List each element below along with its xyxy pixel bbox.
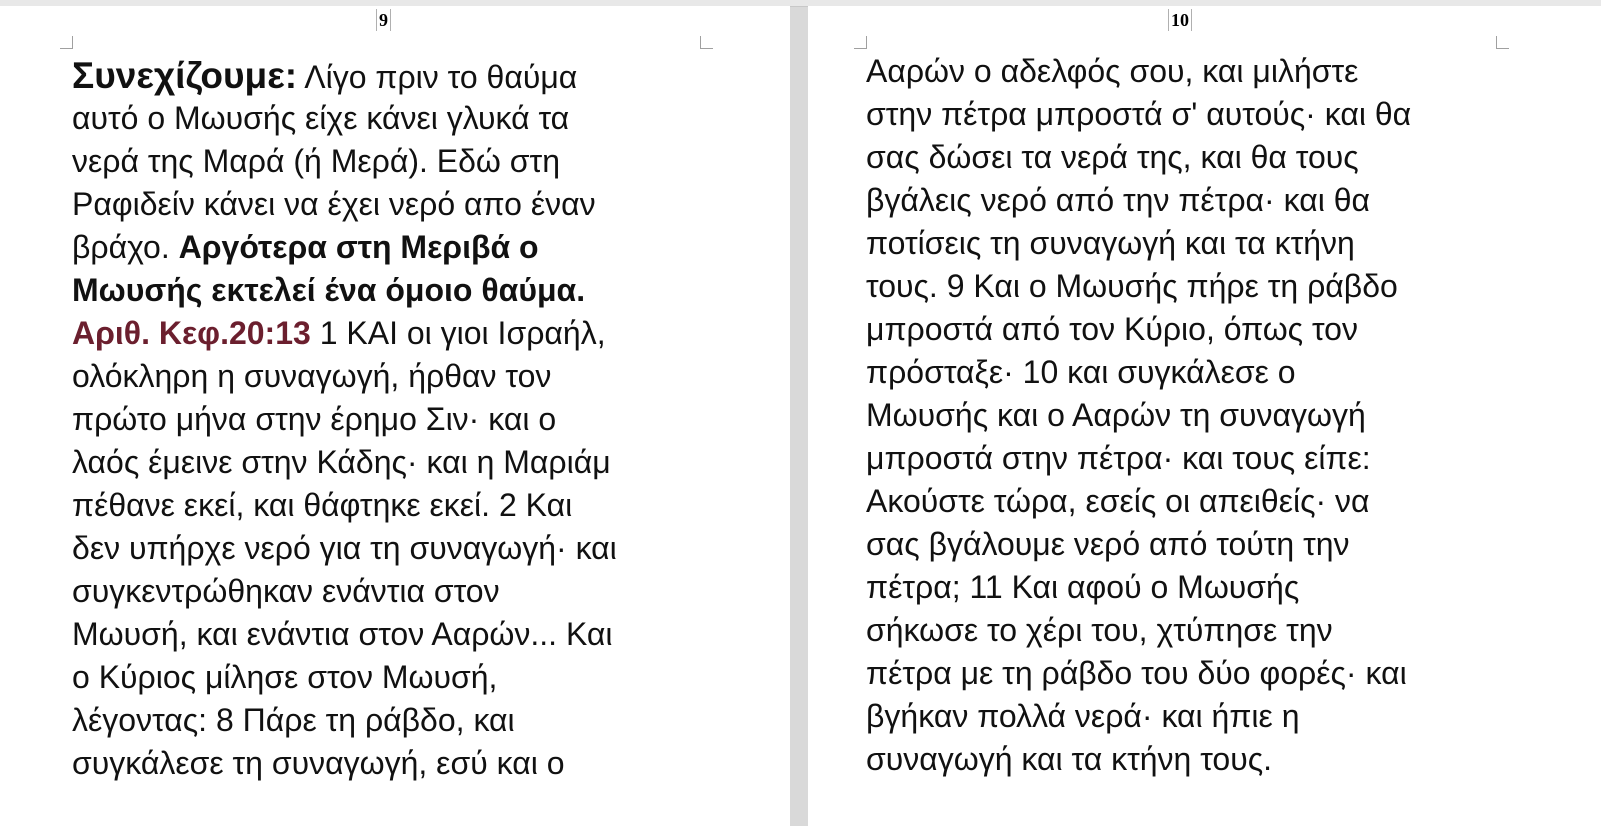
text-line [72,699,617,742]
text-line [866,136,1411,179]
text-line [866,93,1411,136]
text-run: σήκωσε το χέρι του, χτύπησε την [866,612,1333,648]
text-line [72,656,617,699]
page-text-body[interactable] [72,54,617,785]
text-run: πρώτο μήνα στην έρημο Σιν· και ο [72,401,557,437]
text-line [72,269,617,312]
text-line [866,738,1411,781]
text-line [866,523,1411,566]
text-run: Ραφιδείν κάνει να έχει νερό απο έναν [72,186,596,222]
text-run: τους. 9 Και ο Μωυσής πήρε τη ράβδο [866,268,1398,304]
text-line [72,441,617,484]
text-run: ο Κύριος μίλησε στον Μωυσή, [72,659,498,695]
scripture-reference: Αριθ. Κεφ.20:13 [72,315,311,351]
text-run: νερά της Μαρά (ή Μερά). Εδώ στη [72,143,560,179]
text-line [72,613,617,656]
text-run: Ααρών ο αδελφός σου, και μιλήστε [866,53,1359,89]
text-run: πέθανε εκεί, και θάφτηκε εκεί. 2 Και [72,487,573,523]
text-run: Ακούστε τώρα, εσείς οι απειθείς· να [866,483,1370,519]
text-run: βράχο. [72,229,179,265]
crop-mark-top-left [60,36,73,49]
text-line [866,695,1411,738]
text-run: λέγοντας: 8 Πάρε τη ράβδο, και [72,702,515,738]
text-run: αυτό ο Μωυσής είχε κάνει γλυκά τα [72,100,570,136]
text-run: μπροστά από τον Κύριο, όπως τον [866,311,1358,347]
text-run: πέτρα; 11 Και αφού ο Μωυσής [866,569,1300,605]
text-run: βγάλεις νερό από την πέτρα· και θα [866,182,1370,218]
text-run: Μωυσής και ο Ααρών τη συναγωγή [866,397,1366,433]
text-line [866,179,1411,222]
text-run: Συνεχίζουμε: [72,55,298,96]
page-number: 10 [1168,9,1192,31]
text-line [866,351,1411,394]
text-line [72,312,617,355]
text-run: λαός έμεινε στην Κάδης· και η Μαριάμ [72,444,611,480]
text-line [866,394,1411,437]
document-page-10[interactable] [808,6,1601,826]
text-run: 1 ΚΑΙ οι γιοι Ισραήλ, [310,315,606,351]
text-run: μπροστά στην πέτρα· και τους είπε: [866,440,1371,476]
text-run: Αργότερα στη Μεριβά ο [178,229,539,265]
crop-mark-top-right [700,36,713,49]
text-run: σας βγάλουμε νερό από τούτη την [866,526,1350,562]
text-line [866,652,1411,695]
text-run: Μωυσής εκτελεί ένα όμοιο θαύμα. [72,272,586,308]
text-run: πέτρα με τη ράβδο του δύο φορές· και [866,655,1407,691]
text-run: δεν υπήρχε νερό για τη συναγωγή· και [72,530,617,566]
text-line [866,50,1411,93]
text-line [866,308,1411,351]
text-line [72,742,617,785]
text-line [72,140,617,183]
text-run: ολόκληρη η συναγωγή, ήρθαν τον [72,358,552,394]
text-run: σας δώσει τα νερά της, και θα τους [866,139,1359,175]
page-number: 9 [376,9,391,31]
text-line [72,527,617,570]
text-line [72,97,617,140]
text-line [866,265,1411,308]
text-line [866,609,1411,652]
text-line [866,566,1411,609]
crop-mark-top-right [1496,36,1509,49]
text-run: Λίγο πριν το θαύμα [297,59,578,95]
text-line [72,570,617,613]
text-run: βγήκαν πολλά νερά· και ήπιε η [866,698,1300,734]
text-line [866,437,1411,480]
document-page-9[interactable] [0,6,790,826]
text-line [72,355,617,398]
text-run: Μωυσή, και ενάντια στον Ααρών... Και [72,616,613,652]
text-run: πρόσταξε· 10 και συγκάλεσε ο [866,354,1296,390]
text-line [72,54,617,97]
text-line [72,398,617,441]
crop-mark-top-left [854,36,867,49]
text-line [72,484,617,527]
text-run: συγκάλεσε τη συναγωγή, εσύ και ο [72,745,565,781]
text-line [866,222,1411,265]
text-line [72,183,617,226]
text-run: συναγωγή και τα κτήνη τους. [866,741,1273,777]
text-line [72,226,617,269]
text-run: ποτίσεις τη συναγωγή και τα κτήνη [866,225,1355,261]
text-line [866,480,1411,523]
page-text-body[interactable] [866,50,1411,781]
text-run: συγκεντρώθηκαν ενάντια στον [72,573,500,609]
text-run: στην πέτρα μπροστά σ' αυτούς· και θα [866,96,1412,132]
